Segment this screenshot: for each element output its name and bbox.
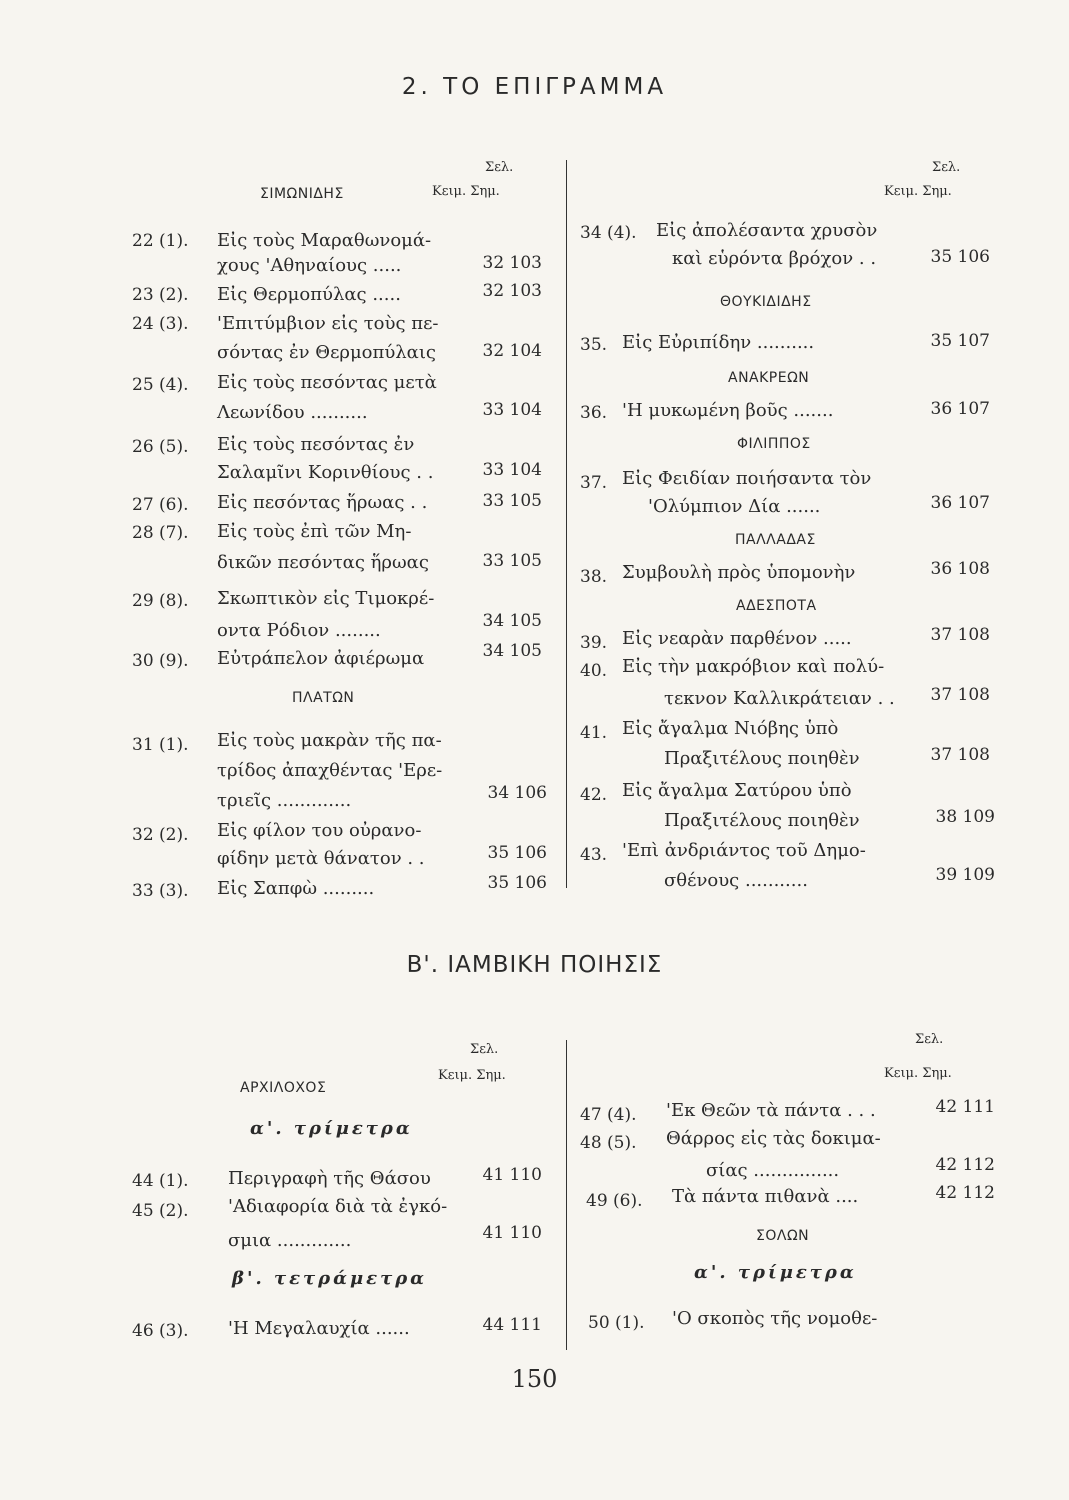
entry-number: 48 (5). bbox=[580, 1133, 637, 1153]
entry-pages: 36 107 bbox=[930, 399, 990, 419]
entry-title: Πραξιτέλους ποιηθὲν bbox=[664, 810, 860, 831]
entry-pages: 32 103 bbox=[482, 253, 542, 273]
entry-pages: 35 106 bbox=[930, 247, 990, 267]
entry-title: Εἰς ἀπολέσαντα χρυσὸν bbox=[656, 220, 878, 241]
entry-title: 'Η μυκωμένη βοῦς ....... bbox=[622, 400, 834, 421]
section-title-iambic: Β'. ΙΑΜΒΙΚΗ ΠΟΙΗΣΙΣ bbox=[406, 952, 663, 978]
column-header-sel: Σελ. bbox=[485, 160, 514, 175]
entry-title: Εἰς τοὺς πεσόντας ἐν bbox=[217, 434, 415, 455]
entry-pages: 35 106 bbox=[487, 873, 547, 893]
entry-number: 42. bbox=[580, 785, 608, 805]
entry-pages: 32 103 bbox=[482, 281, 542, 301]
entry-number: 23 (2). bbox=[132, 285, 189, 305]
entry-number: 47 (4). bbox=[580, 1105, 637, 1125]
column-header-sel: Σελ. bbox=[470, 1042, 499, 1057]
entry-title: οντα Ρόδιον ........ bbox=[217, 620, 381, 641]
entry-pages: 34 106 bbox=[487, 783, 547, 803]
entry-pages: 42 112 bbox=[935, 1183, 995, 1203]
entry-number: 35. bbox=[580, 335, 608, 355]
author-heading: ΠΑΛΛΑΔΑΣ bbox=[735, 532, 816, 548]
entry-title: 'Αδιαφορία διὰ τὰ ἐγκό- bbox=[228, 1196, 448, 1217]
entry-title: Εἰς Σαπφὼ ......... bbox=[217, 878, 375, 899]
entry-pages: 38 109 bbox=[935, 807, 995, 827]
author-heading: ΑΡΧΙΛΟΧΟΣ bbox=[240, 1080, 327, 1096]
entry-title: Περιγραφὴ τῆς Θάσου bbox=[228, 1168, 431, 1189]
entry-number: 50 (1). bbox=[588, 1313, 645, 1333]
entry-number: 25 (4). bbox=[132, 375, 189, 395]
entry-title: Εἰς τοὺς ἐπὶ τῶν Μη- bbox=[217, 521, 412, 542]
column-header-keim-simm: Κειμ. Σημ. bbox=[884, 184, 952, 199]
entry-pages: 35 106 bbox=[487, 843, 547, 863]
author-heading: ΣΟΛΩΝ bbox=[756, 1228, 810, 1244]
column-header-keim-simm: Κειμ. Σημ. bbox=[884, 1066, 952, 1081]
entry-title: τρίδος ἀπαχθέντας 'Ερε- bbox=[217, 760, 443, 781]
author-heading: ΣΙΜΩΝΙΔΗΣ bbox=[260, 186, 344, 202]
meter-heading: β'. τετράμετρα bbox=[232, 1268, 428, 1289]
entry-title: Εἰς πεσόντας ἥρωας . . bbox=[217, 492, 428, 513]
entry-title: σίας ............... bbox=[706, 1160, 840, 1181]
entry-title: Εἰς τοὺς Μαραθωνομά- bbox=[217, 230, 432, 251]
entry-title: Συμβουλὴ πρὸς ὑπομονὴν bbox=[622, 562, 856, 583]
entry-number: 49 (6). bbox=[586, 1191, 643, 1211]
entry-number: 22 (1). bbox=[132, 231, 189, 251]
entry-pages: 33 105 bbox=[482, 491, 542, 511]
entry-pages: 41 110 bbox=[482, 1165, 542, 1185]
entry-pages: 41 110 bbox=[482, 1223, 542, 1243]
entry-title: 'Επὶ ἀνδριάντος τοῦ Δημο- bbox=[622, 840, 866, 861]
entry-pages: 39 109 bbox=[935, 865, 995, 885]
entry-number: 40. bbox=[580, 661, 608, 681]
entry-title: Θάρρος εἰς τὰς δοκιμα- bbox=[666, 1128, 881, 1149]
entry-number: 37. bbox=[580, 473, 608, 493]
entry-title: σμια ............. bbox=[228, 1230, 352, 1251]
entry-title: Εἰς τοὺς πεσόντας μετὰ bbox=[217, 372, 437, 393]
entry-pages: 37 108 bbox=[930, 745, 990, 765]
entry-pages: 37 108 bbox=[930, 625, 990, 645]
entry-pages: 42 112 bbox=[935, 1155, 995, 1175]
entry-pages: 42 111 bbox=[935, 1097, 995, 1117]
entry-title: τριεῖς ............. bbox=[217, 790, 352, 811]
entry-number: 41. bbox=[580, 723, 608, 743]
entry-pages: 36 108 bbox=[930, 559, 990, 579]
entry-pages: 44 111 bbox=[482, 1315, 542, 1335]
entry-pages: 33 104 bbox=[482, 460, 542, 480]
entry-pages: 32 104 bbox=[482, 341, 542, 361]
entry-number: 36. bbox=[580, 403, 608, 423]
entry-pages: 35 107 bbox=[930, 331, 990, 351]
author-heading: ΑΔΕΣΠΟΤΑ bbox=[736, 598, 817, 614]
meter-heading: α'. τρίμετρα bbox=[250, 1118, 413, 1139]
entry-pages: 34 105 bbox=[482, 611, 542, 631]
entry-number: 32 (2). bbox=[132, 825, 189, 845]
entry-number: 38. bbox=[580, 567, 608, 587]
entry-number: 34 (4). bbox=[580, 223, 637, 243]
entry-number: 30 (9). bbox=[132, 651, 189, 671]
entry-title: Εἰς Εὐριπίδην .......... bbox=[622, 332, 815, 353]
entry-title: καὶ εὑρόντα βρόχον . . bbox=[672, 248, 877, 269]
entry-title: Πραξιτέλους ποιηθὲν bbox=[664, 748, 860, 769]
author-heading: ΘΟΥΚΙΔΙΔΗΣ bbox=[720, 294, 812, 310]
entry-number: 29 (8). bbox=[132, 591, 189, 611]
entry-title: Εἰς φίλον του οὐρανο- bbox=[217, 820, 422, 841]
entry-title: φίδην μετὰ θάνατον . . bbox=[217, 848, 425, 869]
entry-title: Εἰς τὴν μακρόβιον καὶ πολύ- bbox=[622, 656, 885, 677]
entry-pages: 34 105 bbox=[482, 641, 542, 661]
column-header-sel: Σελ. bbox=[932, 160, 961, 175]
entry-title: σόντας ἐν Θερμοπύλαις bbox=[217, 342, 436, 363]
entry-number: 24 (3). bbox=[132, 314, 189, 334]
author-heading: ΑΝΑΚΡΕΩΝ bbox=[728, 370, 810, 386]
section-title-epigram: 2. ΤΟ ΕΠΙΓΡΑΜΜΑ bbox=[401, 74, 668, 100]
entry-title: 'Ολύμπιον Δία ...... bbox=[648, 496, 821, 517]
entry-pages: 37 108 bbox=[930, 685, 990, 705]
entry-title: χους 'Αθηναίους ..... bbox=[217, 255, 402, 276]
entry-title: Σκωπτικὸν εἰς Τιμοκρέ- bbox=[217, 588, 435, 609]
entry-pages: 33 104 bbox=[482, 400, 542, 420]
column-divider-top bbox=[566, 160, 567, 888]
entry-number: 26 (5). bbox=[132, 437, 189, 457]
entry-title: Σαλαμῖνι Κορινθίους . . bbox=[217, 462, 434, 483]
entry-number: 44 (1). bbox=[132, 1171, 189, 1191]
column-divider-bottom bbox=[566, 1040, 567, 1350]
entry-title: Λεωνίδου .......... bbox=[217, 402, 368, 423]
entry-title: 'Εκ Θεῶν τὰ πάντα . . . bbox=[666, 1100, 876, 1121]
entry-title: Τὰ πάντα πιθανὰ .... bbox=[672, 1186, 859, 1207]
entry-title: Εἰς ἄγαλμα Σατύρου ὑπὸ bbox=[622, 780, 852, 801]
entry-number: 28 (7). bbox=[132, 523, 189, 543]
entry-title: τεκνον Καλλικράτειαν . . bbox=[664, 688, 895, 709]
entry-pages: 33 105 bbox=[482, 551, 542, 571]
entry-number: 43. bbox=[580, 845, 608, 865]
entry-title: 'Η Μεγαλαυχία ...... bbox=[228, 1318, 410, 1339]
entry-title: 'Επιτύμβιον εἰς τοὺς πε- bbox=[217, 313, 439, 334]
column-header-sel: Σελ. bbox=[915, 1032, 944, 1047]
author-heading: ΦΙΛΙΠΠΟΣ bbox=[737, 436, 811, 452]
entry-pages: 36 107 bbox=[930, 493, 990, 513]
entry-title: δικῶν πεσόντας ἥρωας bbox=[217, 552, 429, 573]
column-header-keim-simm: Κειμ. Σημ. bbox=[432, 184, 500, 199]
page-number: 150 bbox=[511, 1365, 558, 1393]
entry-number: 31 (1). bbox=[132, 735, 189, 755]
entry-title: Εἰς νεαρὰν παρθένον ..... bbox=[622, 628, 852, 649]
entry-title: 'Ο σκοπὸς τῆς νομοθε- bbox=[672, 1308, 878, 1329]
column-header-keim-simm: Κειμ. Σημ. bbox=[438, 1068, 506, 1083]
entry-number: 39. bbox=[580, 633, 608, 653]
entry-number: 45 (2). bbox=[132, 1201, 189, 1221]
entry-title: Εἰς Φειδίαν ποιήσαντα τὸν bbox=[622, 468, 872, 489]
author-heading: ΠΛΑΤΩΝ bbox=[292, 690, 355, 706]
entry-number: 46 (3). bbox=[132, 1321, 189, 1341]
entry-title: Εἰς τοὺς μακρὰν τῆς πα- bbox=[217, 730, 442, 751]
meter-heading: α'. τρίμετρα bbox=[694, 1262, 857, 1283]
entry-title: Εἰς Θερμοπύλας ..... bbox=[217, 284, 401, 305]
entry-number: 33 (3). bbox=[132, 881, 189, 901]
entry-number: 27 (6). bbox=[132, 495, 189, 515]
entry-title: Εὐτράπελον ἀφιέρωμα bbox=[217, 648, 425, 669]
entry-title: Εἰς ἄγαλμα Νιόβης ὑπὸ bbox=[622, 718, 839, 739]
entry-title: σθένους ........... bbox=[664, 870, 808, 891]
